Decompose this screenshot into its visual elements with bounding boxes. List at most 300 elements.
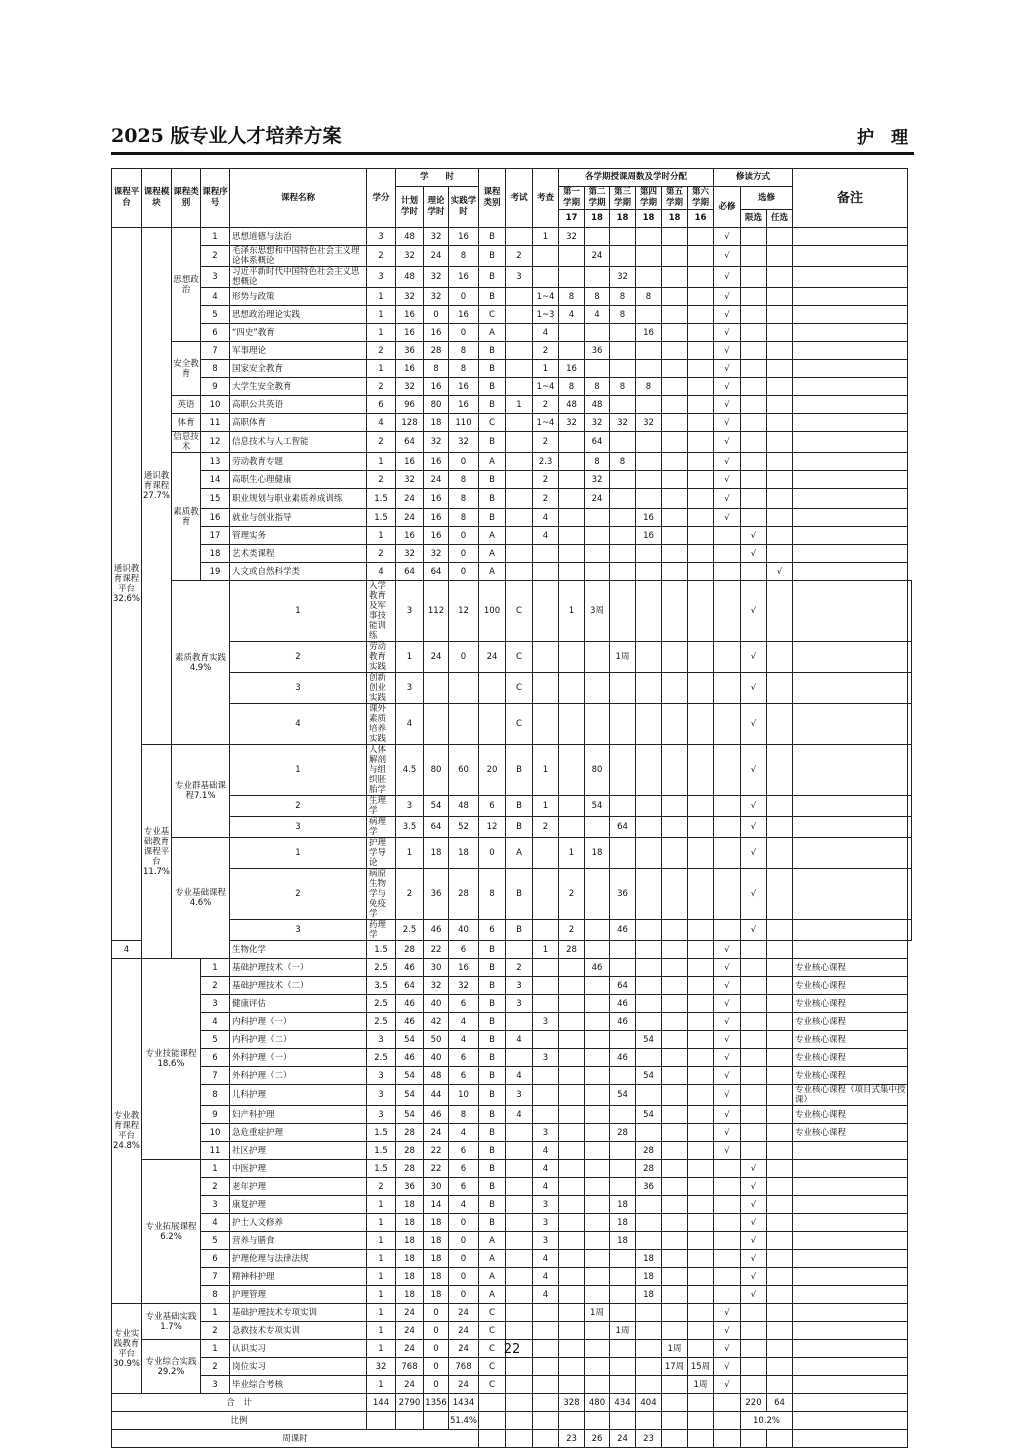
cell — [767, 246, 793, 267]
cell — [741, 342, 767, 360]
cell — [424, 673, 449, 704]
cell — [741, 360, 767, 378]
cell: 18 — [449, 838, 479, 869]
cell — [636, 432, 662, 453]
table-row — [112, 267, 912, 288]
cell — [714, 1196, 741, 1214]
table-row — [112, 1358, 912, 1376]
cell — [793, 1412, 908, 1430]
cell — [636, 1196, 662, 1214]
cell: 4 — [449, 1124, 479, 1142]
cell — [610, 704, 636, 745]
cell — [662, 1376, 688, 1394]
cell — [533, 1322, 559, 1340]
cell — [559, 1142, 585, 1160]
cell: 3 — [367, 267, 396, 288]
cell — [610, 527, 636, 545]
cell: 18 — [610, 1214, 636, 1232]
cell — [793, 817, 908, 838]
cell: 36 — [610, 869, 636, 920]
cell: 护理学导论 — [367, 838, 396, 869]
cell: 32 — [424, 288, 449, 306]
cell — [506, 471, 533, 489]
group-cell-c_aq: 安全教育 — [172, 342, 201, 396]
cell: 1~4 — [533, 378, 559, 396]
cell: 专业核心课程（项目式集中授课） — [793, 1085, 908, 1106]
cell — [662, 378, 688, 396]
cell — [559, 1160, 585, 1178]
cell — [767, 673, 793, 704]
cell — [793, 396, 908, 414]
cell: 32 — [610, 414, 636, 432]
cell: 2 — [533, 342, 559, 360]
cell — [767, 396, 793, 414]
cell: 11 — [201, 414, 230, 432]
cell: 3 — [533, 1196, 559, 1214]
cell — [559, 1286, 585, 1304]
sem-weeks-5: 18 — [662, 210, 688, 228]
ratio-label: 比例 — [112, 1412, 367, 1430]
cell: 6 — [449, 995, 479, 1013]
cell: 40 — [424, 995, 449, 1013]
table-row — [112, 246, 912, 267]
cell — [688, 1286, 714, 1304]
cell: 18 — [396, 1214, 424, 1232]
group-cell-m8: 专业综合实践29.2% — [142, 1340, 201, 1394]
group-cell-m1: 通识教育课程27.7% — [142, 228, 172, 745]
cell: 80 — [424, 745, 449, 796]
cell — [610, 1412, 636, 1430]
cell — [741, 509, 767, 527]
cell: 16 — [636, 527, 662, 545]
cell — [767, 1232, 793, 1250]
cell — [793, 642, 908, 673]
cell: 18 — [585, 838, 610, 869]
cell — [610, 563, 636, 581]
cell — [610, 1160, 636, 1178]
cell — [662, 1067, 688, 1085]
cell — [767, 941, 793, 959]
cell — [662, 1286, 688, 1304]
cell — [610, 342, 636, 360]
cell — [688, 396, 714, 414]
cell — [793, 1286, 908, 1304]
cell — [585, 977, 610, 995]
cell — [767, 1376, 793, 1394]
cell: 3 — [201, 1376, 230, 1394]
cell — [559, 817, 585, 838]
cell: 24 — [585, 246, 610, 267]
cell: 16 — [396, 324, 424, 342]
cell — [714, 581, 741, 642]
cell — [506, 306, 533, 324]
cell: 768 — [449, 1358, 479, 1376]
cell: 18 — [610, 1232, 636, 1250]
cell: 18 — [636, 1286, 662, 1304]
cell: 2 — [230, 796, 367, 817]
cell — [662, 509, 688, 527]
cell — [585, 642, 610, 673]
cell — [767, 527, 793, 545]
cell — [559, 246, 585, 267]
cell — [533, 563, 559, 581]
cell: 病理学 — [367, 817, 396, 838]
cell — [688, 673, 714, 704]
cell: 18 — [636, 1250, 662, 1268]
cell — [506, 1196, 533, 1214]
cell: 0 — [449, 324, 479, 342]
cell — [585, 920, 610, 941]
cell: 2 — [533, 817, 559, 838]
cell: √ — [741, 704, 767, 745]
table-row — [112, 959, 912, 977]
cell — [793, 246, 908, 267]
cell: 思想政治理论实践 — [230, 306, 367, 324]
cell — [636, 1124, 662, 1142]
cell — [767, 1430, 793, 1448]
cell — [610, 471, 636, 489]
cell — [636, 1412, 662, 1430]
cell — [767, 378, 793, 396]
cell: 儿科护理 — [230, 1085, 367, 1106]
cell — [585, 1124, 610, 1142]
cell: 职业规划与职业素质养成训练 — [230, 489, 367, 509]
cell — [767, 1322, 793, 1340]
cell — [506, 1178, 533, 1196]
cell: √ — [714, 1085, 741, 1106]
cell — [585, 527, 610, 545]
cell — [585, 869, 610, 920]
cell — [585, 1376, 610, 1394]
cell: √ — [741, 869, 767, 920]
cell — [636, 360, 662, 378]
cell — [559, 1049, 585, 1067]
curriculum-table — [111, 168, 912, 1448]
cell — [767, 1031, 793, 1049]
cell: 高职体育 — [230, 414, 367, 432]
table-row — [112, 378, 912, 396]
cell: 4 — [533, 1268, 559, 1286]
cell — [793, 342, 908, 360]
cell — [714, 642, 741, 673]
cell: 24 — [424, 1124, 449, 1142]
cell — [662, 324, 688, 342]
cell: 1 — [367, 1268, 396, 1286]
cell — [636, 1214, 662, 1232]
cell: 高职生心理健康 — [230, 471, 367, 489]
cell — [688, 1268, 714, 1286]
cell — [585, 1106, 610, 1124]
cell — [662, 1049, 688, 1067]
cell: 60 — [449, 745, 479, 796]
cell: C — [506, 704, 533, 745]
cell: 3 — [230, 673, 367, 704]
cell: 4 — [585, 306, 610, 324]
cell — [767, 869, 793, 920]
cell — [688, 995, 714, 1013]
cell: 8 — [585, 378, 610, 396]
cell — [688, 1322, 714, 1340]
cell: √ — [714, 396, 741, 414]
cell: 40 — [449, 920, 479, 941]
cell: B — [506, 920, 533, 941]
cell — [636, 642, 662, 673]
cell — [506, 360, 533, 378]
cell: 7 — [201, 342, 230, 360]
cell — [741, 1142, 767, 1160]
table-row — [112, 228, 912, 246]
cell: √ — [741, 796, 767, 817]
cell — [636, 581, 662, 642]
cell — [688, 642, 714, 673]
cell — [636, 1085, 662, 1106]
col-check: 考查 — [533, 169, 559, 228]
cell — [610, 246, 636, 267]
cell: 1.5 — [367, 489, 396, 509]
cell: 30 — [424, 959, 449, 977]
cell: √ — [714, 1322, 741, 1340]
cell — [908, 704, 912, 745]
cell — [636, 745, 662, 796]
cell — [714, 704, 741, 745]
cell: √ — [714, 378, 741, 396]
cell — [479, 1394, 506, 1412]
cell — [767, 995, 793, 1013]
cell: 32 — [559, 228, 585, 246]
table-row — [112, 1106, 912, 1124]
cell: 4 — [449, 1031, 479, 1049]
cell — [688, 1196, 714, 1214]
cell — [506, 288, 533, 306]
cell: 44 — [424, 1085, 449, 1106]
cell: 4 — [559, 306, 585, 324]
cell: √ — [714, 977, 741, 995]
cell: 9 — [201, 1106, 230, 1124]
cell: 24 — [396, 509, 424, 527]
cell — [479, 704, 506, 745]
group-cell-p2: 专业基础教育课程平台11.7% — [142, 745, 172, 959]
cell: 2 — [201, 1322, 230, 1340]
cell — [636, 977, 662, 995]
cell: √ — [714, 360, 741, 378]
cell: 老年护理 — [230, 1178, 367, 1196]
cell: B — [479, 360, 506, 378]
cell: 0 — [424, 1304, 449, 1322]
cell: B — [479, 995, 506, 1013]
cell: 6 — [479, 796, 506, 817]
cell: 3 — [230, 817, 367, 838]
cell: 16 — [424, 378, 449, 396]
cell: 18 — [396, 1268, 424, 1286]
col-ctype: 课程类别 — [479, 169, 506, 228]
cell — [636, 673, 662, 704]
cell: 64 — [396, 432, 424, 453]
cell: “四史”教育 — [230, 324, 367, 342]
cell — [793, 869, 908, 920]
cell: 军事理论 — [230, 342, 367, 360]
cell: 4 — [367, 414, 396, 432]
cell: 生物化学 — [230, 941, 367, 959]
cell: 4 — [449, 1013, 479, 1031]
cell: 46 — [396, 959, 424, 977]
table-row — [112, 360, 912, 378]
cell — [767, 817, 793, 838]
cell — [767, 642, 793, 673]
cell — [741, 489, 767, 509]
cell: C — [506, 642, 533, 673]
cell: B — [479, 489, 506, 509]
cell — [767, 1067, 793, 1085]
table-row — [112, 838, 912, 869]
cell — [533, 1412, 559, 1430]
cell: √ — [714, 1013, 741, 1031]
cell: √ — [741, 545, 767, 563]
cell — [662, 453, 688, 471]
cell: 6 — [449, 941, 479, 959]
cell — [396, 1412, 424, 1430]
cell — [741, 378, 767, 396]
cell — [533, 1304, 559, 1322]
cell: 768 — [396, 1358, 424, 1376]
cell: 6 — [449, 1142, 479, 1160]
cell — [662, 1394, 688, 1412]
table-row — [112, 995, 912, 1013]
cell: 8 — [585, 288, 610, 306]
cell — [688, 1232, 714, 1250]
cell: 24 — [585, 489, 610, 509]
cell — [559, 527, 585, 545]
cell — [559, 1232, 585, 1250]
col-optional: 任选 — [767, 210, 793, 228]
cell — [636, 959, 662, 977]
cell: 药理学 — [367, 920, 396, 941]
cell: 32 — [424, 432, 449, 453]
cell: 64 — [610, 977, 636, 995]
col-sem-5: 第五学期 — [662, 187, 688, 210]
col-required: 必修 — [714, 187, 741, 228]
col-semesters: 各学期授课周数及学时分配 — [559, 169, 714, 187]
cell — [767, 1286, 793, 1304]
cell — [636, 489, 662, 509]
cell — [506, 1142, 533, 1160]
cell: √ — [741, 817, 767, 838]
cell — [908, 817, 912, 838]
cell — [793, 471, 908, 489]
cell: 32 — [396, 288, 424, 306]
cell — [688, 563, 714, 581]
cell: 3 — [367, 1067, 396, 1085]
cell: 18 — [424, 1250, 449, 1268]
cell — [506, 378, 533, 396]
cell: 50 — [424, 1031, 449, 1049]
cell — [559, 1106, 585, 1124]
cell: 3 — [396, 673, 424, 704]
cell: C — [479, 306, 506, 324]
cell: 2 — [533, 432, 559, 453]
cell: 1 — [533, 941, 559, 959]
cell: √ — [714, 228, 741, 246]
cell — [424, 704, 449, 745]
cell: 24 — [424, 471, 449, 489]
col-sem-6: 第六学期 — [688, 187, 714, 210]
cell: 23 — [559, 1430, 585, 1448]
cell: √ — [714, 414, 741, 432]
cell — [533, 267, 559, 288]
col-theory: 理论学时 — [424, 187, 449, 228]
cell: 7 — [201, 1268, 230, 1286]
group-cell-c_szj: 素质教育 — [172, 453, 201, 581]
cell — [636, 704, 662, 745]
cell — [533, 1430, 559, 1448]
cell — [662, 396, 688, 414]
summary-row — [112, 1394, 912, 1412]
cell: 1~4 — [533, 288, 559, 306]
cell: 1 — [367, 1250, 396, 1268]
cell: B — [479, 941, 506, 959]
cell: C — [479, 1376, 506, 1394]
cell: √ — [714, 1106, 741, 1124]
cell: B — [506, 869, 533, 920]
cell — [714, 1394, 741, 1412]
cell — [688, 941, 714, 959]
group-cell-c_ty: 体育 — [172, 414, 201, 432]
cell — [662, 306, 688, 324]
cell: 1 — [506, 396, 533, 414]
cell: 3 — [533, 1049, 559, 1067]
cell: 46 — [396, 995, 424, 1013]
cell: 4 — [533, 1178, 559, 1196]
cell: 1 — [201, 1304, 230, 1322]
cell: 专业核心课程 — [793, 1049, 908, 1067]
cell: 16 — [449, 396, 479, 414]
cell: 16 — [396, 360, 424, 378]
cell: 404 — [636, 1394, 662, 1412]
cell — [908, 642, 912, 673]
summary-row — [112, 1430, 912, 1448]
cell — [714, 1214, 741, 1232]
cell: √ — [714, 471, 741, 489]
cell — [610, 941, 636, 959]
cell — [585, 1322, 610, 1340]
cell — [662, 1214, 688, 1232]
cell — [767, 1268, 793, 1286]
cell: 6 — [449, 1049, 479, 1067]
col-remark: 备注 — [793, 169, 908, 228]
cell: 0 — [449, 1286, 479, 1304]
header-major: 护 理 — [857, 128, 908, 148]
cell — [741, 471, 767, 489]
cell — [636, 838, 662, 869]
cell — [585, 941, 610, 959]
cell: 1 — [367, 1376, 396, 1394]
cell: 28 — [636, 1160, 662, 1178]
cell — [767, 414, 793, 432]
cell — [636, 1358, 662, 1376]
cell — [610, 1031, 636, 1049]
cell: 46 — [424, 920, 449, 941]
cell — [506, 1322, 533, 1340]
cell: √ — [741, 642, 767, 673]
cell: 1 — [367, 1196, 396, 1214]
cell: 1 — [367, 1286, 396, 1304]
cell: 2.3 — [533, 453, 559, 471]
cell: 18 — [610, 1196, 636, 1214]
cell — [767, 342, 793, 360]
cell: B — [479, 432, 506, 453]
cell — [585, 1250, 610, 1268]
group-cell-m5: 专业技能课程18.6% — [142, 959, 201, 1160]
cell: √ — [714, 1049, 741, 1067]
